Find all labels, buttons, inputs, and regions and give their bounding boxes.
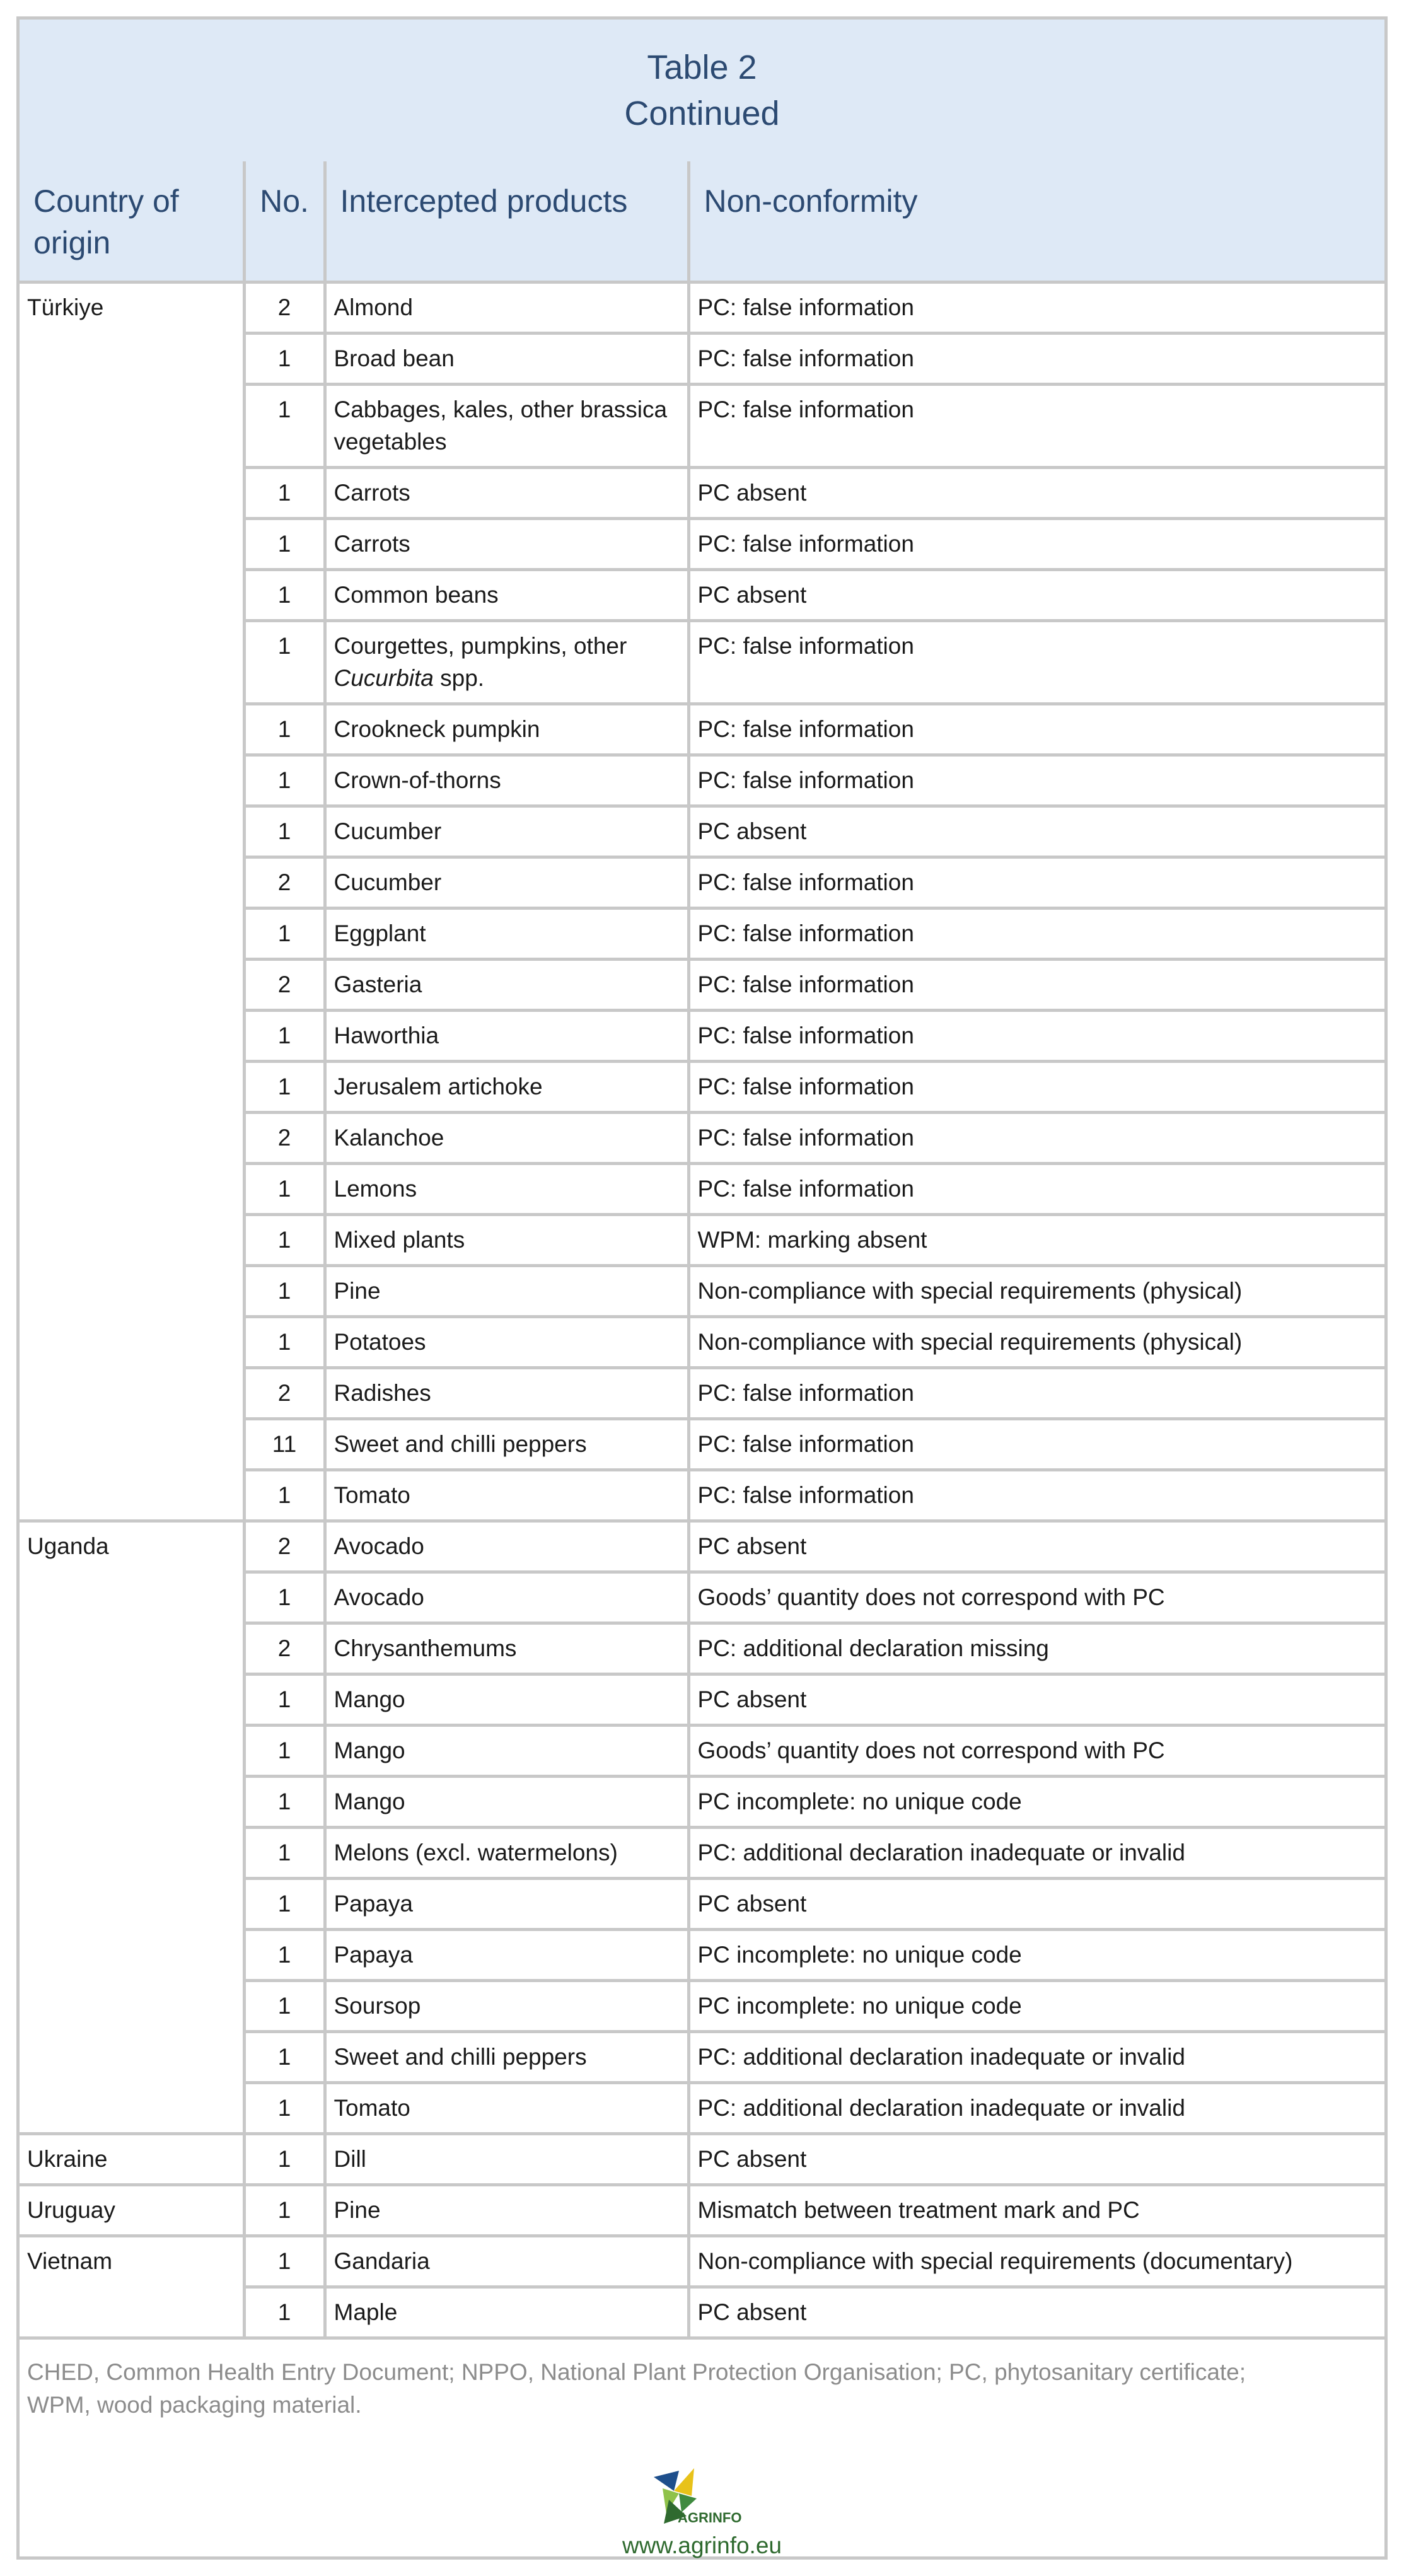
cell-number: 2: [244, 959, 325, 1010]
cell-number: 1: [244, 1725, 325, 1776]
cell-product: Tomato: [325, 2082, 688, 2133]
cell-product: Mixed plants: [325, 1214, 688, 1265]
cell-nonconformity: PC: additional declaration missing: [688, 1623, 1384, 1674]
cell-number: 1: [244, 2031, 325, 2082]
cell-number: 1: [244, 1163, 325, 1214]
cell-number: 2: [244, 857, 325, 908]
cell-nonconformity: PC: false information: [688, 1163, 1384, 1214]
cell-product: Jerusalem artichoke: [325, 1061, 688, 1112]
cell-nonconformity: PC: false information: [688, 1419, 1384, 1470]
cell-nonconformity: PC absent: [688, 467, 1384, 518]
cell-number: 11: [244, 1419, 325, 1470]
cell-product: Gasteria: [325, 959, 688, 1010]
cell-number: 1: [244, 1776, 325, 1827]
cell-nonconformity: PC: false information: [688, 333, 1384, 384]
cell-number: 1: [244, 1214, 325, 1265]
cell-product: Cucumber: [325, 857, 688, 908]
cell-nonconformity: PC: false information: [688, 755, 1384, 806]
cell-product: Crookneck pumpkin: [325, 704, 688, 755]
agrinfo-logo: [641, 2466, 767, 2535]
cell-product: Papaya: [325, 1929, 688, 1980]
cell-nonconformity: PC: additional declaration inadequate or invalid: [688, 1827, 1384, 1878]
table-row: [20, 2133, 1384, 2184]
cell-number: 2: [244, 282, 325, 333]
agrinfo-logo-wordmark: AGRINFO: [678, 2510, 742, 2526]
cell-product: Crown-of-thorns: [325, 755, 688, 806]
cell-number: 1: [244, 569, 325, 620]
cell-number: 2: [244, 1623, 325, 1674]
table-body: [20, 282, 1384, 2338]
product-suffix: spp.: [433, 664, 485, 691]
cell-number: 1: [244, 1470, 325, 1521]
cell-product: Carrots: [325, 518, 688, 569]
cell-nonconformity: PC: false information: [688, 384, 1384, 467]
cell-product: Haworthia: [325, 1010, 688, 1061]
cell-number: 2: [244, 1367, 325, 1419]
column-header-country: Country of origin: [20, 161, 244, 282]
cell-nonconformity: PC absent: [688, 1674, 1384, 1725]
column-header-products: Intercepted products: [325, 161, 688, 282]
cell-nonconformity: PC: false information: [688, 518, 1384, 569]
cell-number: 1: [244, 620, 325, 704]
agrinfo-logo-icon: [641, 2466, 767, 2535]
cell-nonconformity: PC: false information: [688, 1367, 1384, 1419]
cell-number: 1: [244, 1980, 325, 2031]
cell-nonconformity: Goods’ quantity does not correspond with PC: [688, 1725, 1384, 1776]
table-row: [20, 1521, 1384, 1572]
interceptions-table: [20, 161, 1384, 2340]
table-row: [20, 2184, 1384, 2236]
cell-number: 1: [244, 2236, 325, 2287]
column-header-number: No.: [244, 161, 325, 282]
cell-product: Broad bean: [325, 333, 688, 384]
cell-number: 1: [244, 2133, 325, 2184]
cell-product: Almond: [325, 282, 688, 333]
cell-product: Cucumber: [325, 806, 688, 857]
cell-product: Sweet and chilli peppers: [325, 2031, 688, 2082]
table-title: [20, 20, 1384, 165]
cell-product: Avocado: [325, 1572, 688, 1623]
header-row: [20, 161, 1384, 282]
cell-nonconformity: PC absent: [688, 1878, 1384, 1929]
cell-number: 1: [244, 1316, 325, 1367]
cell-number: 2: [244, 1112, 325, 1163]
table-title-continued: Continued: [624, 94, 780, 132]
cell-nonconformity: PC absent: [688, 1521, 1384, 1572]
abbreviations-footnote: [27, 2356, 1351, 2422]
cell-number: 1: [244, 1265, 325, 1316]
cell-nonconformity: PC incomplete: no unique code: [688, 1980, 1384, 2031]
table-frame: [16, 16, 1388, 2560]
cell-nonconformity: PC: additional declaration inadequate or invalid: [688, 2031, 1384, 2082]
cell-country: Ukraine: [20, 2133, 244, 2184]
cell-product: Pine: [325, 2184, 688, 2236]
cell-nonconformity: PC: false information: [688, 1112, 1384, 1163]
table-row: [20, 2236, 1384, 2287]
cell-nonconformity: Mismatch between treatment mark and PC: [688, 2184, 1384, 2236]
cell-product: Mango: [325, 1776, 688, 1827]
cell-number: 1: [244, 1878, 325, 1929]
cell-product: [325, 620, 688, 704]
cell-product: Dill: [325, 2133, 688, 2184]
cell-product: Soursop: [325, 1980, 688, 2031]
cell-product: Radishes: [325, 1367, 688, 1419]
cell-number: 1: [244, 1572, 325, 1623]
cell-number: 1: [244, 806, 325, 857]
cell-product: Sweet and chilli peppers: [325, 1419, 688, 1470]
cell-nonconformity: WPM: marking absent: [688, 1214, 1384, 1265]
cell-product: Avocado: [325, 1521, 688, 1572]
cell-product: Chrysanthemums: [325, 1623, 688, 1674]
cell-number: 2: [244, 1521, 325, 1572]
cell-nonconformity: Non-compliance with special requirements (documentary): [688, 2236, 1384, 2287]
cell-number: 1: [244, 1010, 325, 1061]
cell-nonconformity: PC absent: [688, 569, 1384, 620]
footnote-line-2: WPM, wood packaging material.: [27, 2392, 362, 2418]
cell-product: Kalanchoe: [325, 1112, 688, 1163]
cell-product: Mango: [325, 1725, 688, 1776]
cell-number: 1: [244, 704, 325, 755]
cell-product: Gandaria: [325, 2236, 688, 2287]
cell-product: Mango: [325, 1674, 688, 1725]
cell-product: Common beans: [325, 569, 688, 620]
cell-country: Vietnam: [20, 2236, 244, 2338]
cell-nonconformity: PC absent: [688, 806, 1384, 857]
website-link[interactable]: www.agrinfo.eu: [622, 2532, 782, 2558]
cell-nonconformity: PC: false information: [688, 908, 1384, 959]
cell-number: 1: [244, 1674, 325, 1725]
cell-nonconformity: PC incomplete: no unique code: [688, 1929, 1384, 1980]
cell-product: Potatoes: [325, 1316, 688, 1367]
cell-product: Lemons: [325, 1163, 688, 1214]
table-row: [20, 282, 1384, 333]
cell-product: Maple: [325, 2287, 688, 2338]
cell-product: Tomato: [325, 1470, 688, 1521]
cell-product: Cabbages, kales, other brassica vegetables: [325, 384, 688, 467]
cell-nonconformity: Goods’ quantity does not correspond with PC: [688, 1572, 1384, 1623]
cell-country: Uruguay: [20, 2184, 244, 2236]
cell-number: 1: [244, 2082, 325, 2133]
cell-number: 1: [244, 384, 325, 467]
cell-nonconformity: PC: additional declaration inadequate or invalid: [688, 2082, 1384, 2133]
cell-nonconformity: PC: false information: [688, 620, 1384, 704]
cell-number: 1: [244, 1827, 325, 1878]
product-genus-italic: Cucurbita: [334, 664, 434, 691]
cell-nonconformity: PC: false information: [688, 1470, 1384, 1521]
cell-nonconformity: PC incomplete: no unique code: [688, 1776, 1384, 1827]
cell-nonconformity: PC: false information: [688, 704, 1384, 755]
cell-number: 1: [244, 518, 325, 569]
cell-number: 1: [244, 1061, 325, 1112]
cell-number: 1: [244, 755, 325, 806]
cell-product: Papaya: [325, 1878, 688, 1929]
cell-nonconformity: Non-compliance with special requirements (physical): [688, 1265, 1384, 1316]
product-text: Courgettes, pumpkins, other: [334, 632, 627, 659]
cell-nonconformity: PC: false information: [688, 1061, 1384, 1112]
footnote-line-1: CHED, Common Health Entry Document; NPPO, National Plant Protection Organisation; PC, phytosanitary certificate;: [27, 2359, 1246, 2385]
cell-product: Melons (excl. watermelons): [325, 1827, 688, 1878]
cell-number: 1: [244, 2287, 325, 2338]
cell-product: Pine: [325, 1265, 688, 1316]
cell-country: Türkiye: [20, 282, 244, 1521]
cell-number: 1: [244, 2184, 325, 2236]
column-header-nonconformity: Non-conformity: [688, 161, 1384, 282]
cell-nonconformity: PC absent: [688, 2287, 1384, 2338]
cell-product: Eggplant: [325, 908, 688, 959]
cell-number: 1: [244, 908, 325, 959]
cell-nonconformity: PC absent: [688, 2133, 1384, 2184]
cell-nonconformity: PC: false information: [688, 857, 1384, 908]
cell-number: 1: [244, 1929, 325, 1980]
cell-number: 1: [244, 467, 325, 518]
cell-nonconformity: PC: false information: [688, 959, 1384, 1010]
cell-country: Uganda: [20, 1521, 244, 2133]
cell-nonconformity: Non-compliance with special requirements (physical): [688, 1316, 1384, 1367]
cell-nonconformity: PC: false information: [688, 1010, 1384, 1061]
cell-nonconformity: PC: false information: [688, 282, 1384, 333]
cell-number: 1: [244, 333, 325, 384]
cell-product: Carrots: [325, 467, 688, 518]
table-title-number: Table 2: [647, 48, 757, 86]
